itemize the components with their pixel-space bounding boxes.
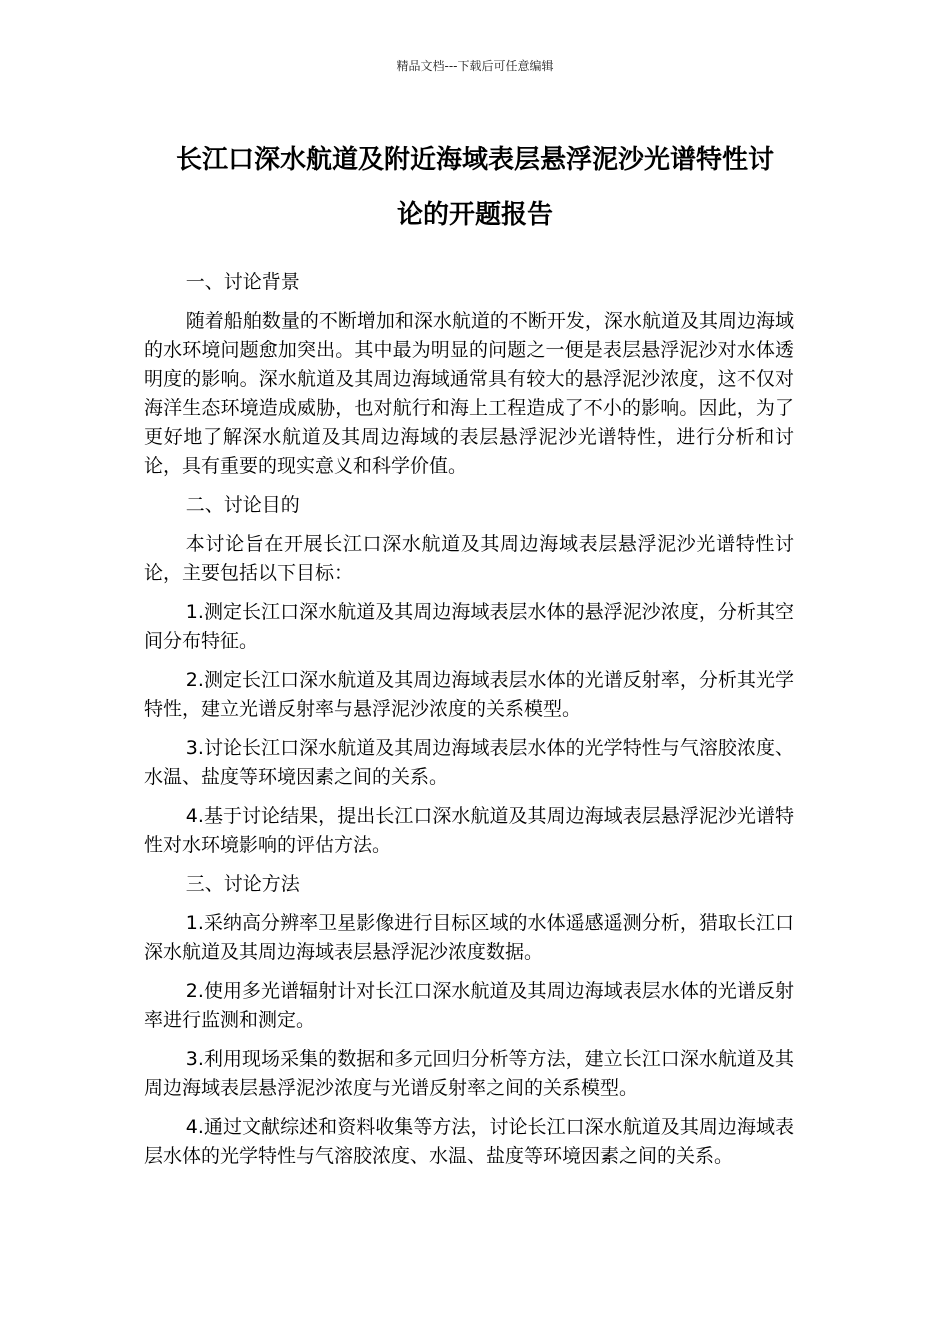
- paragraph: 本讨论旨在开展长江口深水航道及其周边海域表层悬浮泥沙光谱特性讨论，主要包括以下目标：: [144, 533, 794, 584]
- paragraph: 随着船舶数量的不断增加和深水航道的不断开发，深水航道及其周边海域的水环境问题愈加突出。其中最为明显的问题之一便是表层悬浮泥沙对水体透明度的影响。深水航道及其周边海域通常具有较大的悬浮泥沙浓度，这不仅对海洋生态环境造成威胁，也对航行和海上工程造成了不小的影响。因此，为了更好地了解深水航道及其周边海域的表层悬浮泥沙光谱特性，进行分析和讨论，具有重要的现实意义和科学价值。: [144, 310, 794, 477]
- list-item: 4.通过文献综述和资料收集等方法，讨论长江口深水航道及其周边海域表层水体的光学特性与气溶胶浓度、水温、盐度等环境因素之间的关系。: [144, 1116, 794, 1167]
- document-body: [144, 268, 794, 1181]
- section-heading-method: 三、讨论方法: [185, 873, 300, 895]
- list-item: 2.使用多光谱辐射计对长江口深水航道及其周边海域表层水体的光谱反射率进行监测和测定。: [144, 980, 794, 1031]
- header-note: 精品文档---下载后可任意编辑: [396, 59, 554, 73]
- section-heading-background: 一、讨论背景: [185, 271, 300, 293]
- title-line-2: 论的开题报告: [396, 200, 553, 230]
- list-item: 1.采纳高分辨率卫星影像进行目标区域的水体遥感遥测分析，猎取长江口深水航道及其周边海域表层悬浮泥沙浓度数据。: [144, 912, 794, 963]
- list-item: 1.测定长江口深水航道及其周边海域表层水体的悬浮泥沙浓度，分析其空间分布特征。: [144, 601, 794, 652]
- list-item: 3.讨论长江口深水航道及其周边海域表层水体的光学特性与气溶胶浓度、水温、盐度等环境因素之间的关系。: [144, 737, 794, 788]
- list-item: 4.基于讨论结果，提出长江口深水航道及其周边海域表层悬浮泥沙光谱特性对水环境影响的评估方法。: [144, 805, 794, 856]
- section-heading-purpose: 二、讨论目的: [185, 494, 300, 516]
- list-item: 2.测定长江口深水航道及其周边海域表层水体的光谱反射率，分析其光学特性，建立光谱反射率与悬浮泥沙浓度的关系模型。: [144, 669, 794, 720]
- list-item: 3.利用现场采集的数据和多元回归分析等方法，建立长江口深水航道及其周边海域表层悬浮泥沙浓度与光谱反射率之间的关系模型。: [144, 1048, 794, 1099]
- document-title: [140, 133, 810, 243]
- title-line-1: 长江口深水航道及附近海域表层悬浮泥沙光谱特性讨: [175, 145, 774, 175]
